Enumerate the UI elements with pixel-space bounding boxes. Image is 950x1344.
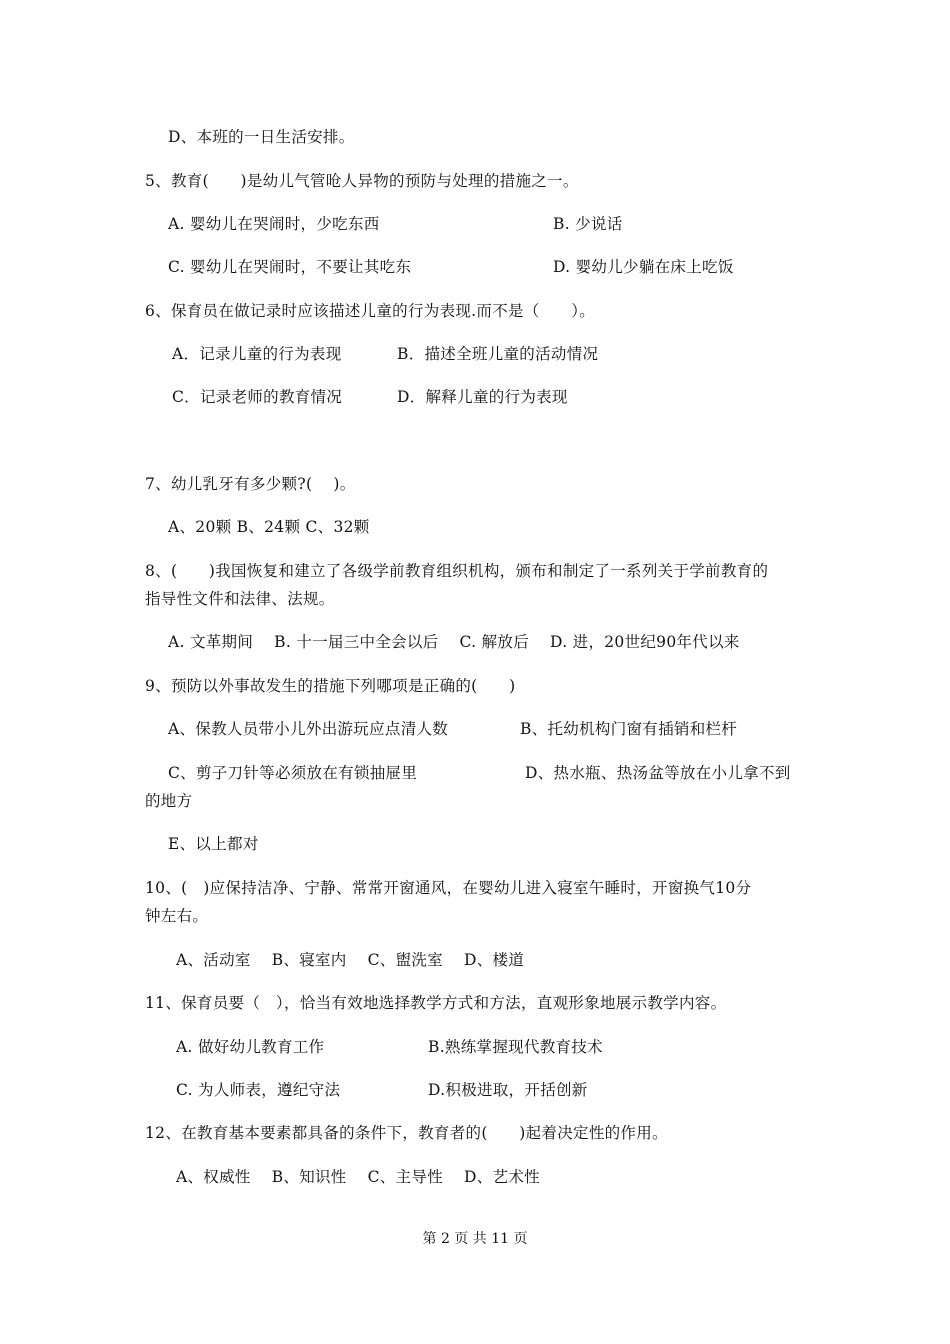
question-6: 6、保育员在做记录时应该描述儿童的行为表现.而不是（ ）。 bbox=[145, 302, 596, 320]
q9-option-d-cont: 的地方 bbox=[145, 792, 193, 810]
q10-options: A、活动室 B、寝室内 C、盥洗室 D、楼道 bbox=[176, 951, 525, 969]
q9-option-a: A、保教人员带小儿外出游玩应点清人数 bbox=[168, 720, 449, 738]
question-10-cont: 钟左右。 bbox=[145, 907, 209, 925]
q5-option-a: A. 婴幼儿在哭闹时，少吃东西 bbox=[168, 215, 380, 233]
question-10: 10、( )应保持洁净、宁静、常常开窗通风，在婴幼儿进入寝室午睡时，开窗换气10分 bbox=[145, 879, 752, 897]
question-12: 12、在教育基本要素都具备的条件下，教育者的( )起着决定性的作用。 bbox=[145, 1124, 668, 1142]
q9-option-c: C、剪子刀针等必须放在有锁抽屉里 bbox=[168, 764, 418, 782]
q9-option-e: E、以上都对 bbox=[168, 835, 259, 853]
q5-option-b: B. 少说话 bbox=[553, 215, 623, 233]
q9-option-b: B、托幼机构门窗有插销和栏杆 bbox=[520, 720, 738, 738]
q5-option-c: C. 婴幼儿在哭闹时，不要让其吃东 bbox=[168, 258, 412, 276]
question-11: 11、保育员要（ ），恰当有效地选择教学方式和方法，直观形象地展示教学内容。 bbox=[145, 994, 727, 1012]
page-footer: 第 2 页 共 11 页 bbox=[422, 1231, 528, 1247]
question-7: 7、幼儿乳牙有多少颗?( )。 bbox=[145, 475, 356, 493]
q6-option-b: B．描述全班儿童的活动情况 bbox=[397, 345, 599, 363]
q11-option-b: B.熟练掌握现代教育技术 bbox=[428, 1038, 603, 1056]
q6-option-d: D．解释儿童的行为表现 bbox=[397, 388, 568, 406]
q6-option-a: A．记录儿童的行为表现 bbox=[172, 345, 342, 363]
q6-option-c: C．记录老师的教育情况 bbox=[172, 388, 343, 406]
question-8: 8、( )我国恢复和建立了各级学前教育组织机构，颁布和制定了一系列关于学前教育的 bbox=[145, 562, 769, 580]
q4-option-d: D、本班的一日生活安排。 bbox=[168, 128, 355, 146]
q11-option-a: A. 做好幼儿教育工作 bbox=[176, 1038, 325, 1056]
question-9: 9、预防以外事故发生的措施下列哪项是正确的( ) bbox=[145, 677, 516, 695]
question-8-cont: 指导性文件和法律、法规。 bbox=[145, 590, 335, 608]
q8-options: A. 文革期间 B. 十一届三中全会以后 C. 解放后 D. 进，20世纪90年代以来 bbox=[168, 633, 740, 651]
q5-option-d: D. 婴幼儿少躺在床上吃饭 bbox=[553, 258, 734, 276]
q11-option-d: D.积极进取，开括创新 bbox=[428, 1081, 588, 1099]
q7-options: A、20颗 B、24颗 C、32颗 bbox=[168, 518, 370, 536]
q9-option-d: D、热水瓶、热汤盆等放在小儿拿不到 bbox=[525, 764, 791, 782]
question-5: 5、教育( )是幼儿气管呛人异物的预防与处理的措施之一。 bbox=[145, 172, 579, 190]
q11-option-c: C. 为人师表，遵纪守法 bbox=[176, 1081, 341, 1099]
q12-options: A、权威性 B、知识性 C、主导性 D、艺术性 bbox=[176, 1168, 540, 1186]
